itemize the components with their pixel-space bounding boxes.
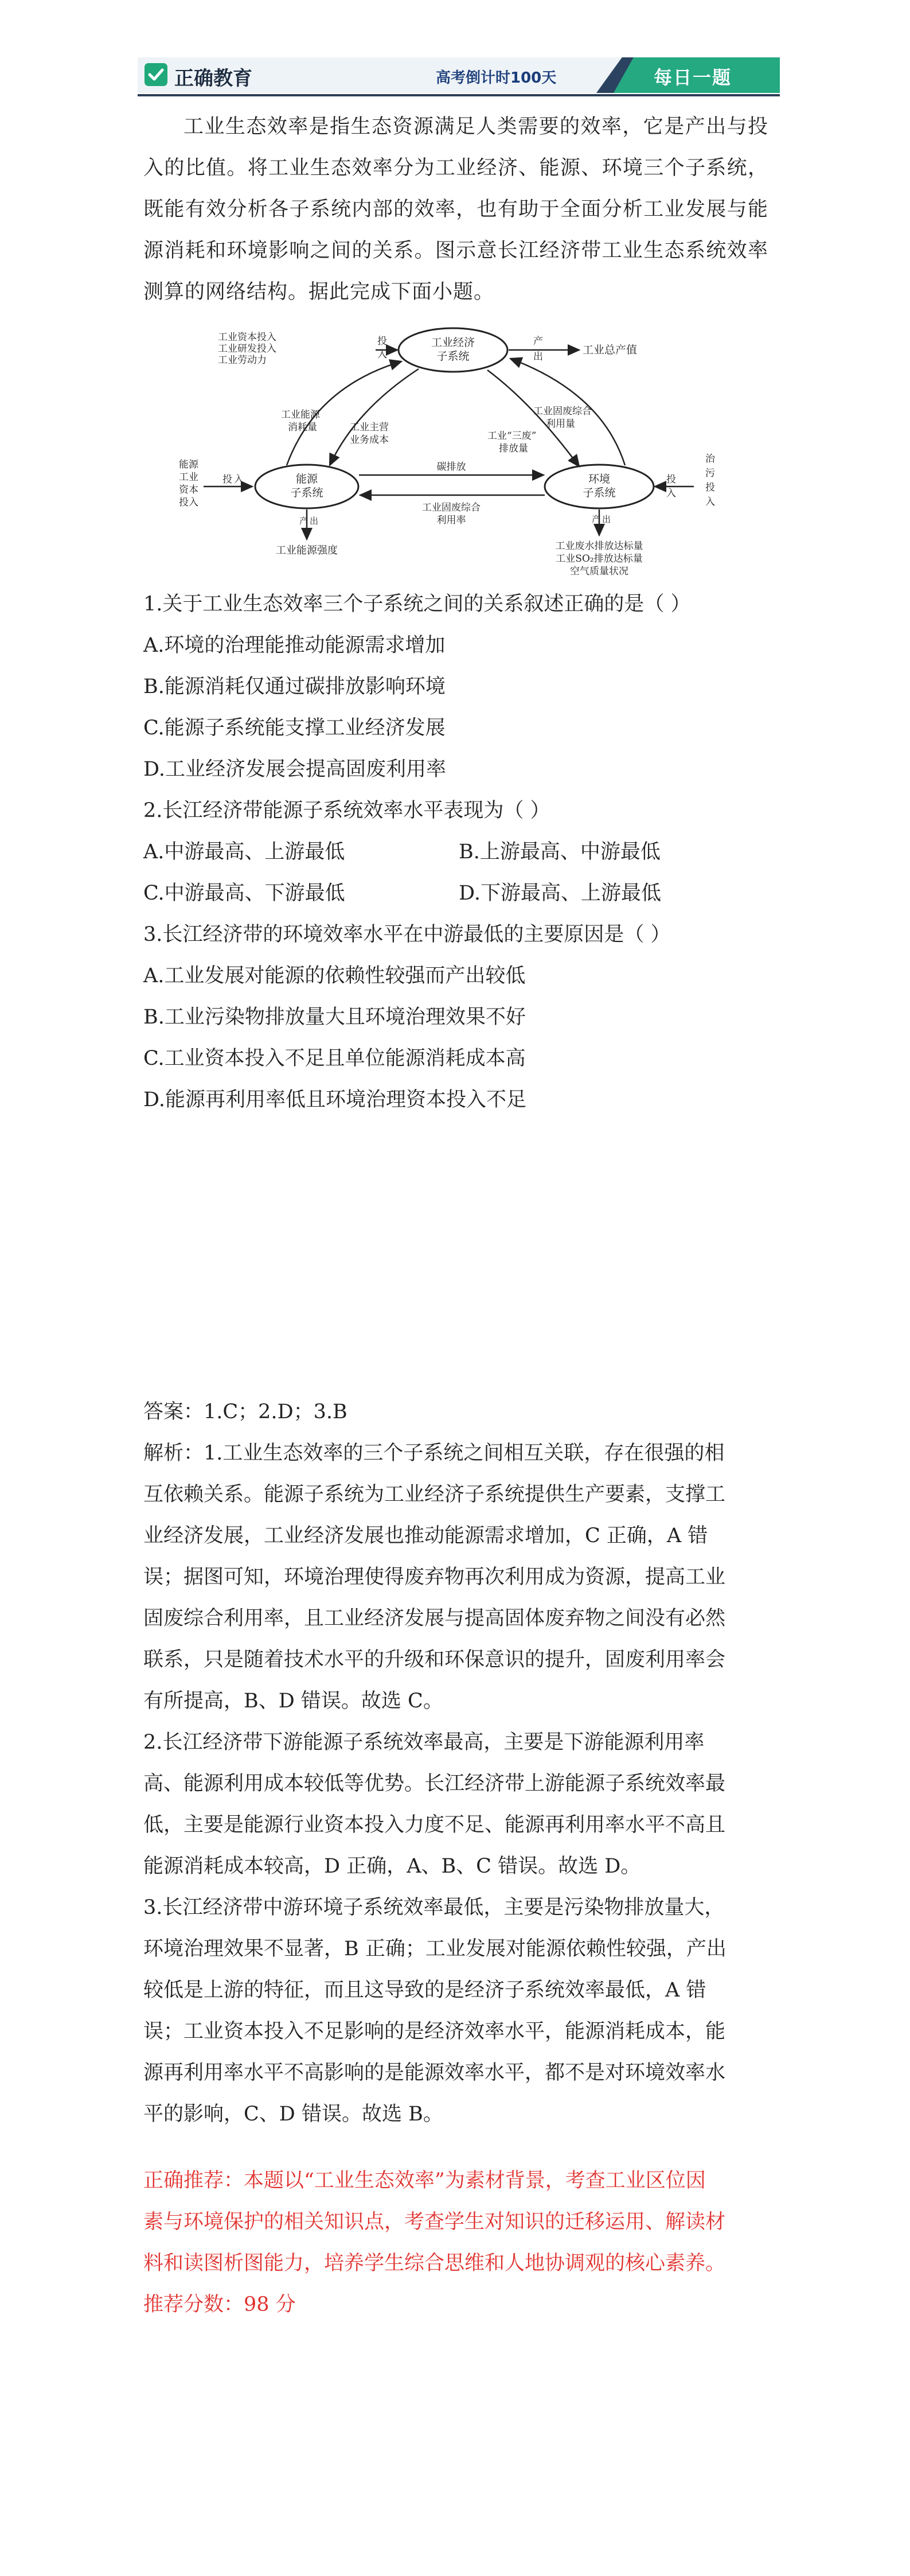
energy-input-4: 投入 [179,497,198,508]
question-1-option-c[interactable]: C.能源子系统能支撑工业经济发展 [143,717,446,740]
analysis-line: 误；工业资本投入不足影响的是经济效率水平，能源消耗成本，能 [143,2020,726,2043]
analysis-line: 低，主要是能源行业资本投入力度不足、能源再利用率水平不高且 [143,1814,726,1836]
recommendation-score: 推荐分数：98 分 [143,2293,296,2316]
analysis-line: 高、能源利用成本较低等优势。长江经济带上游能源子系统效率最 [143,1772,726,1795]
energy-input-1: 能源 [179,459,198,470]
energy-output: 工业能源强度 [276,544,338,557]
analysis-line: 能源消耗成本较高，D 正确，A、B、C 错误。故选 D。 [143,1855,641,1878]
econ-output: 工业总产值 [583,344,638,356]
analysis-line: 互依赖关系。能源子系统为工业经济子系统提供生产要素，支撑工 [143,1483,726,1506]
network-diagram [166,324,751,594]
env-input-4: 入 [705,496,715,508]
answer-section [143,1391,774,2135]
question-1-stem: 1.关于工业生态效率三个子系统之间的关系叙述正确的是（ ） [143,593,691,616]
link-energy-consumption-2: 消耗量 [288,422,317,433]
intro-text: 工业生态效率是指生态资源满足人类需要的效率，它是产出与投入的比值。将工业生态效率分为工业经济、能源、环境三个子系统，既能有效分析各子系统内部的效率，也有助于全面分析工业发展与能源消耗和环境影响之间的关系。图示意长江经济带工业生态系统效率测算的网络结构。据此完成下面小题。 [143,115,768,303]
recommendation-section [143,2160,774,2325]
env-input-label-2: 入 [666,488,676,499]
env-input-label-1: 投 [666,474,676,485]
econ-output-label-2: 出 [533,351,543,363]
countdown-text: 高考倒计时100天 [436,69,557,87]
energy-node-line2: 子系统 [290,487,323,499]
check-logo-icon [144,63,167,86]
env-output-label-2: 出 [602,514,611,524]
question-3-option-c[interactable]: C.工业资本投入不足且单位能源消耗成本高 [143,1047,526,1070]
header-underline [138,94,780,96]
energy-output-label-1: 产 [299,516,308,526]
recommendation-line: 正确推荐：本题以“工业生态效率”为素材背景，考查工业区位因 [143,2169,706,2192]
analysis-line: 业经济发展，工业经济发展也推动能源需求增加，C 正确，A 错 [143,1524,708,1547]
analysis-line: 较低是上游的特征，而且这导致的是经济子系统效率最低，A 错 [143,1979,706,2002]
analysis-line: 源再利用率水平不高影响的是能源效率水平，都不是对环境效率水 [143,2061,726,2084]
analysis-line: 有所提高，B、D 错误。故选 C。 [143,1690,443,1713]
analysis-line: 固废综合利用率，且工业经济发展与提高固体废弃物之间没有必然 [143,1607,726,1630]
analysis-line: 环境治理效果不显著，B 正确；工业发展对能源依赖性较强，产出 [143,1937,727,1960]
economy-to-energy-arrow [330,369,419,465]
link-three-wastes-1: 工业“三废” [487,430,537,442]
analysis-line: 平的影响，C、D 错误。故选 B。 [143,2103,443,2126]
link-carbon: 碳排放 [436,461,466,473]
econ-input-1: 工业资本投入 [218,332,276,343]
question-2-option-c[interactable]: C.中游最高、下游最低 [143,882,345,905]
env-output-2: 工业SO₂排放达标量 [556,553,643,565]
env-output-3: 空气质量状况 [570,566,628,577]
link-solid-waste-amount-2: 利用量 [546,418,575,430]
env-output-label-1: 产 [592,514,601,524]
analysis-line: 2.长江经济带下游能源子系统效率最高，主要是下游能源利用率 [143,1731,705,1754]
econ-input-label-2: 入 [377,349,387,360]
question-2-option-b[interactable]: B.上游最高、中游最低 [459,840,661,863]
link-solid-waste-rate-2: 利用率 [436,515,466,526]
header-banner [138,57,780,98]
energy-node-line1: 能源 [295,473,318,485]
recommendation-line: 料和读图析图能力，培养学生综合思维和人地协调观的核心素养。 [143,2252,726,2275]
link-three-wastes-2: 排放量 [499,443,528,454]
analysis-line: 误；据图可知，环境治理使得废弃物再次利用成为资源，提高工业 [143,1566,726,1589]
energy-input-2: 工业 [179,472,198,483]
brand-name: 正确教育 [174,67,252,90]
economy-node-line1: 工业经济 [431,336,475,349]
link-solid-waste-rate-1: 工业固废综合 [422,502,481,513]
question-3-option-b[interactable]: B.工业污染物排放量大且环境治理效果不好 [143,1006,526,1029]
question-1-option-d[interactable]: D.工业经济发展会提高固废利用率 [143,758,446,781]
question-3-stem: 3.长江经济带的环境效率水平在中游最低的主要原因是（ ） [143,923,671,946]
daily-label: 每日一题 [654,67,732,88]
econ-input-3: 工业劳动力 [218,355,267,366]
econ-input-2: 工业研发投入 [218,343,276,355]
analysis-line: 解析：1.工业生态效率的三个子系统之间相互关联，存在很强的相 [143,1442,725,1465]
energy-input-label-2: 入 [234,474,244,485]
env-input-1: 治 [705,453,715,465]
analysis-line: 联系，只是随着技术水平的升级和环保意识的提升，固废利用率会 [143,1648,726,1671]
recommendation-line: 素与环境保护的相关知识点，考查学生对知识的迁移运用、解读材 [143,2211,726,2233]
intro-paragraph [143,106,768,313]
energy-input-3: 资本 [179,484,198,496]
econ-input-label-1: 投 [377,336,387,347]
answer-key: 答案：1.C；2.D；3.B [143,1400,347,1423]
question-2-option-a[interactable]: A.中游最高、上游最低 [143,840,345,863]
env-input-3: 投 [705,482,715,493]
question-2-option-d[interactable]: D.下游最高、上游最低 [459,882,661,905]
env-node-line1: 环境 [588,473,611,485]
analysis-line: 3.长江经济带中游环境子系统效率最低，主要是污染物排放量大， [143,1896,725,1919]
env-input-2: 污 [705,468,715,479]
question-3-option-d[interactable]: D.能源再利用率低且环境治理资本投入不足 [143,1088,526,1111]
question-2-stem: 2.长江经济带能源子系统效率水平表现为（ ） [143,799,550,822]
link-business-cost-2: 业务成本 [350,434,389,446]
link-energy-consumption-1: 工业能源 [281,409,320,421]
link-solid-waste-amount-1: 工业固废综合 [533,406,592,417]
question-1-option-b[interactable]: B.能源消耗仅通过碳排放影响环境 [143,675,446,698]
economy-node-line2: 子系统 [436,350,470,363]
env-node-line2: 子系统 [583,487,616,499]
link-business-cost-1: 工业主营 [350,422,389,433]
env-output-1: 工业废水排放达标量 [555,540,643,552]
energy-output-label-2: 出 [310,516,319,526]
energy-input-label: 投 [222,474,232,485]
question-1-option-a[interactable]: A.环境的治理能推动能源需求增加 [143,634,446,657]
question-3-option-a[interactable]: A.工业发展对能源的依赖性较强而产出较低 [143,964,526,987]
econ-output-label-1: 产 [533,336,543,347]
